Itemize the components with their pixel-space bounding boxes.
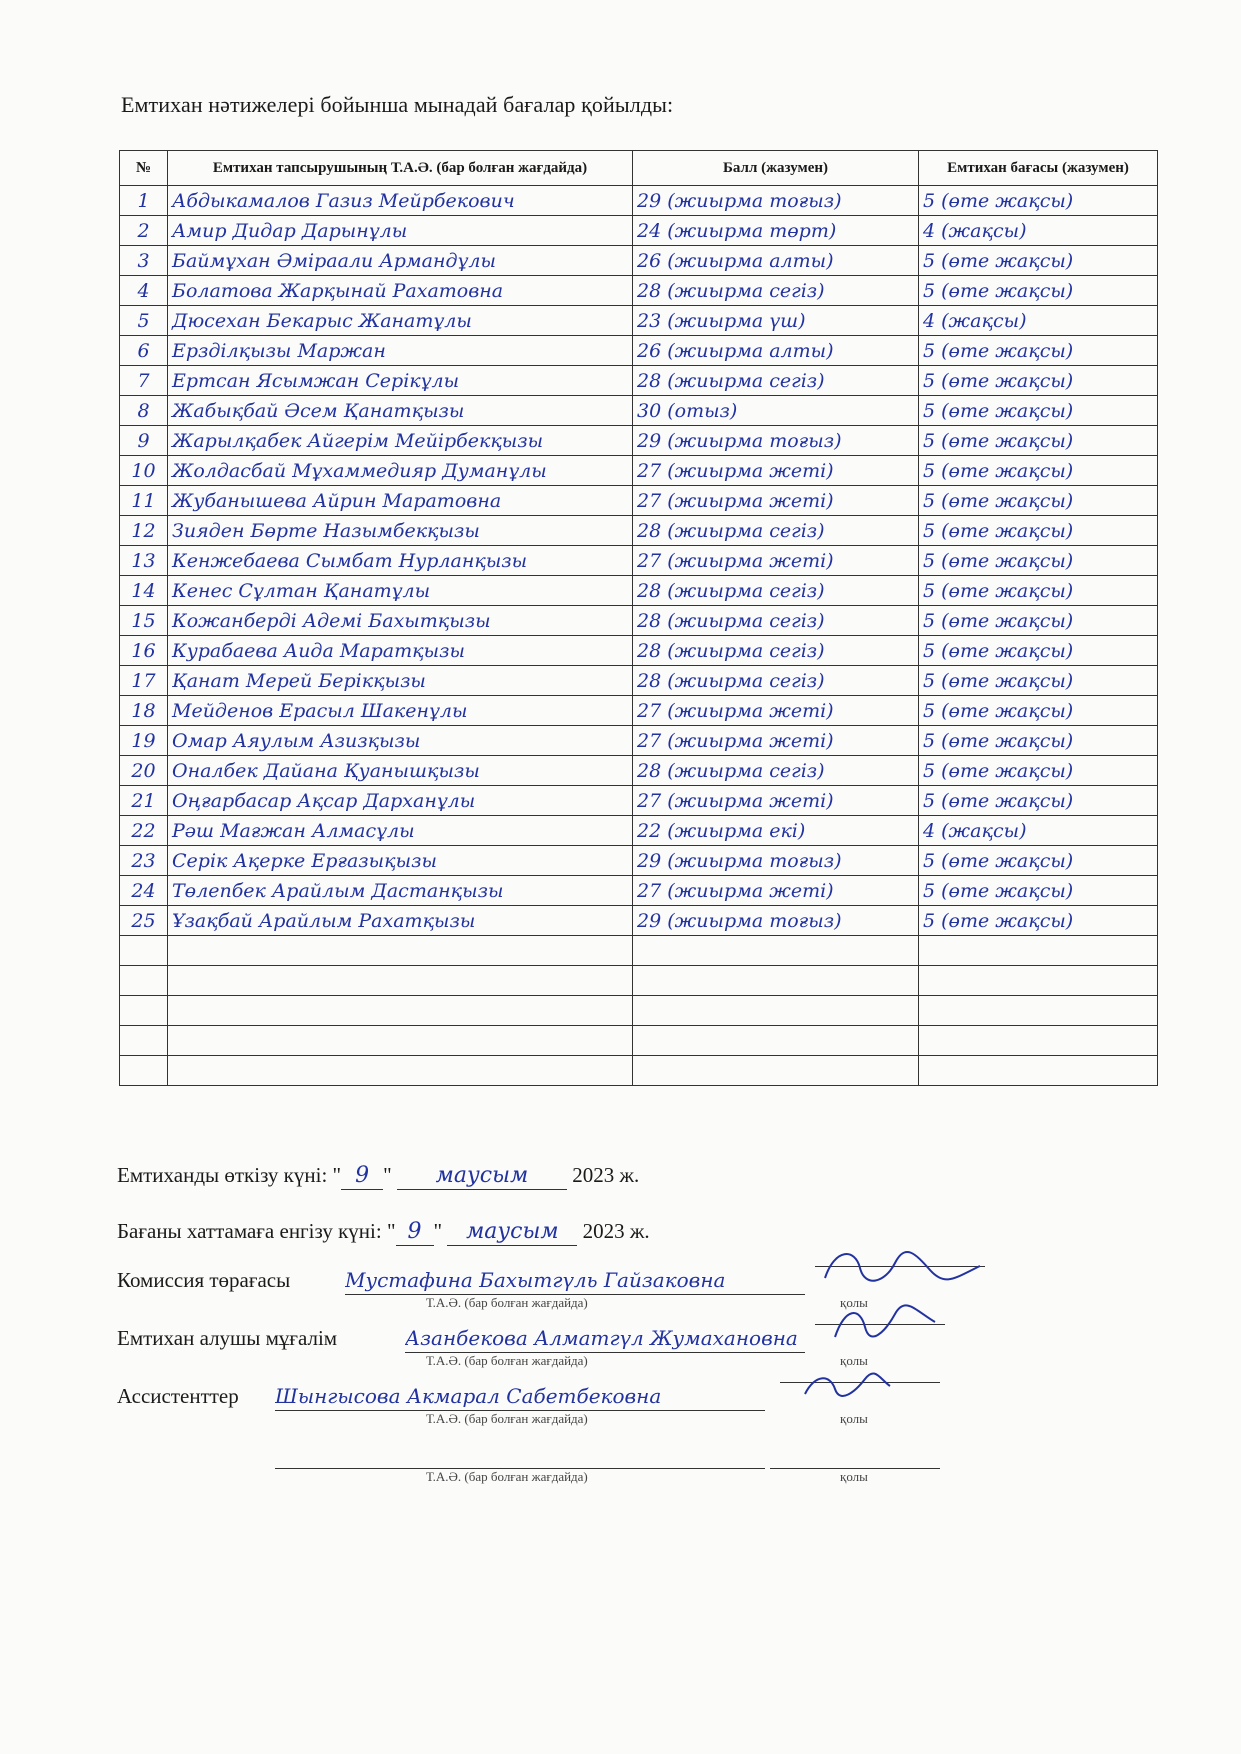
empty-cell: [168, 966, 633, 996]
student-grade: 4 (жақсы): [919, 816, 1158, 846]
student-grade: 5 (өте жақсы): [919, 516, 1158, 546]
row-number: 15: [120, 606, 168, 636]
empty-cell: [120, 936, 168, 966]
table-row: [120, 906, 1158, 936]
row-number: 17: [120, 666, 168, 696]
student-score: 27 (жиырма жеті): [633, 786, 919, 816]
student-grade: 5 (өте жақсы): [919, 696, 1158, 726]
table-row: [120, 666, 1158, 696]
table-row: [120, 786, 1158, 816]
student-grade: 5 (өте жақсы): [919, 396, 1158, 426]
student-score: 27 (жиырма жеті): [633, 486, 919, 516]
table-row: [120, 576, 1158, 606]
student-score: 27 (жиырма жеті): [633, 876, 919, 906]
teacher-name: Азанбекова Алматгүл Жумахановна: [405, 1324, 805, 1353]
row-number: 10: [120, 456, 168, 486]
signature-scribble-icon: [815, 1248, 985, 1288]
table-row: [120, 306, 1158, 336]
row-number: 11: [120, 486, 168, 516]
table-row: [120, 696, 1158, 726]
student-grade: 4 (жақсы): [919, 306, 1158, 336]
table-row: [120, 546, 1158, 576]
student-score: 26 (жиырма алты): [633, 246, 919, 276]
table-header-row: [120, 151, 1158, 186]
table-row: [120, 246, 1158, 276]
row-number: 8: [120, 396, 168, 426]
student-grade: 5 (өте жақсы): [919, 756, 1158, 786]
row-number: 7: [120, 366, 168, 396]
table-row: [120, 516, 1158, 546]
student-grade: 5 (өте жақсы): [919, 276, 1158, 306]
student-score: 28 (жиырма сегіз): [633, 666, 919, 696]
exam-date-line: Емтиханды өткізу күні: " 9 " маусым 2023 ж.: [117, 1163, 640, 1188]
assistants-name: Шынгысова Акмарал Сабетбековна: [275, 1382, 765, 1411]
student-grade: 5 (өте жақсы): [919, 876, 1158, 906]
student-grade: 5 (өте жақсы): [919, 606, 1158, 636]
table-row: [120, 426, 1158, 456]
student-score: 28 (жиырма сегіз): [633, 606, 919, 636]
student-score: 29 (жиырма тоғыз): [633, 426, 919, 456]
empty-cell: [633, 936, 919, 966]
student-score: 28 (жиырма сегіз): [633, 576, 919, 606]
student-name: Рәш Мағжан Алмасұлы: [168, 816, 633, 846]
empty-table-row: [120, 966, 1158, 996]
student-name: Ерзділқызы Маржан: [168, 336, 633, 366]
student-grade: 5 (өте жақсы): [919, 426, 1158, 456]
exam-date-day: 9: [341, 1163, 383, 1190]
record-date-line: Бағаны хаттамаға енгізу күні: " 9 " маусым 2023 ж.: [117, 1219, 650, 1244]
teacher-label: Емтихан алушы мұғалім: [117, 1326, 338, 1350]
student-score: 26 (жиырма алты): [633, 336, 919, 366]
table-row: [120, 756, 1158, 786]
signature-scribble-icon: [815, 1302, 945, 1342]
header-score: Балл (жазумен): [633, 151, 919, 186]
student-name: Мейденов Ерасыл Шакенұлы: [168, 696, 633, 726]
student-name: Ұзақбай Арайлым Рахатқызы: [168, 906, 633, 936]
student-grade: 5 (өте жақсы): [919, 786, 1158, 816]
empty-cell: [120, 1026, 168, 1056]
empty-cell: [919, 1026, 1158, 1056]
student-name: Амир Дидар Дарынұлы: [168, 216, 633, 246]
table-row: [120, 276, 1158, 306]
student-score: 30 (отыз): [633, 396, 919, 426]
empty-cell: [919, 936, 1158, 966]
teacher-signature: [815, 1324, 945, 1325]
student-grade: 5 (өте жақсы): [919, 186, 1158, 216]
row-number: 1: [120, 186, 168, 216]
student-grade: 5 (өте жақсы): [919, 456, 1158, 486]
row-number: 3: [120, 246, 168, 276]
student-score: 29 (жиырма тоғыз): [633, 906, 919, 936]
row-number: 19: [120, 726, 168, 756]
assistants-label: Ассистенттер: [117, 1384, 239, 1408]
extra-name-line: [275, 1440, 765, 1469]
empty-table-row: [120, 1056, 1158, 1086]
student-grade: 5 (өте жақсы): [919, 546, 1158, 576]
student-name: Болатова Жарқынай Рахатовна: [168, 276, 633, 306]
header-name: Емтихан тапсырушының Т.А.Ә. (бар болған жағдайда): [168, 151, 633, 186]
assistants-signature: [780, 1382, 940, 1383]
student-grade: 5 (өте жақсы): [919, 636, 1158, 666]
row-number: 2: [120, 216, 168, 246]
student-score: 27 (жиырма жеті): [633, 726, 919, 756]
student-grade: 5 (өте жақсы): [919, 576, 1158, 606]
record-date-day: 9: [396, 1219, 434, 1246]
student-score: 28 (жиырма сегіз): [633, 516, 919, 546]
row-number: 13: [120, 546, 168, 576]
table-row: [120, 876, 1158, 906]
header-grade: Емтихан бағасы (жазумен): [919, 151, 1158, 186]
record-date-month: маусым: [447, 1219, 577, 1246]
student-score: 27 (жиырма жеті): [633, 696, 919, 726]
table-row: [120, 456, 1158, 486]
student-name: Қанат Мерей Берікқызы: [168, 666, 633, 696]
assistants-name-caption: Т.А.Ә. (бар болған жағдайда): [426, 1411, 588, 1426]
row-number: 16: [120, 636, 168, 666]
student-grade: 5 (өте жақсы): [919, 366, 1158, 396]
student-name: Кенжебаева Сымбат Нурланқызы: [168, 546, 633, 576]
empty-cell: [168, 1056, 633, 1086]
empty-cell: [633, 996, 919, 1026]
table-row: [120, 816, 1158, 846]
header-num: №: [120, 151, 168, 186]
empty-cell: [633, 1056, 919, 1086]
chair-signature: [815, 1266, 985, 1267]
student-name: Баймұхан Әміраали Армандұлы: [168, 246, 633, 276]
row-number: 6: [120, 336, 168, 366]
exam-date-label: Емтиханды өткізу күні: ": [117, 1163, 342, 1187]
row-number: 9: [120, 426, 168, 456]
chair-name: Мустафина Бахытгүль Гайзаковна: [345, 1266, 805, 1295]
chair-name-caption: Т.А.Ә. (бар болған жағдайда): [426, 1295, 588, 1310]
student-score: 24 (жиырма төрт): [633, 216, 919, 246]
student-score: 28 (жиырма сегіз): [633, 756, 919, 786]
empty-table-row: [120, 996, 1158, 1026]
student-grade: 4 (жақсы): [919, 216, 1158, 246]
student-name: Абдыкамалов Газиз Мейрбекович: [168, 186, 633, 216]
student-name: Серік Ақерке Ерғазықызы: [168, 846, 633, 876]
table-row: [120, 366, 1158, 396]
student-score: 28 (жиырма сегіз): [633, 636, 919, 666]
table-body: [120, 186, 1158, 1086]
student-score: 29 (жиырма тоғыз): [633, 846, 919, 876]
row-number: 12: [120, 516, 168, 546]
student-name: Омар Аяулым Азизқызы: [168, 726, 633, 756]
student-score: 29 (жиырма тоғыз): [633, 186, 919, 216]
row-number: 22: [120, 816, 168, 846]
student-score: 23 (жиырма үш): [633, 306, 919, 336]
student-grade: 5 (өте жақсы): [919, 666, 1158, 696]
table-row: [120, 726, 1158, 756]
student-name: Жолдасбай Мұхаммедияр Думанұлы: [168, 456, 633, 486]
empty-cell: [120, 996, 168, 1026]
assistants-sign-caption: қолы: [840, 1411, 868, 1426]
empty-cell: [168, 1026, 633, 1056]
student-score: 28 (жиырма сегіз): [633, 366, 919, 396]
row-number: 23: [120, 846, 168, 876]
empty-cell: [168, 996, 633, 1026]
student-name: Жубанышева Айрин Маратовна: [168, 486, 633, 516]
student-name: Жарылқабек Айгерім Мейірбекқызы: [168, 426, 633, 456]
student-name: Дюсехан Бекарыс Жанатұлы: [168, 306, 633, 336]
student-grade: 5 (өте жақсы): [919, 906, 1158, 936]
extra-name-caption: Т.А.Ә. (бар болған жағдайда): [426, 1469, 588, 1484]
row-number: 25: [120, 906, 168, 936]
empty-table-row: [120, 1026, 1158, 1056]
exam-date-month: маусым: [397, 1163, 567, 1190]
teacher-name-caption: Т.А.Ә. (бар болған жағдайда): [426, 1353, 588, 1368]
empty-cell: [633, 1026, 919, 1056]
student-name: Кенес Сұлтан Қанатұлы: [168, 576, 633, 606]
student-name: Зияден Бөрте Назымбекқызы: [168, 516, 633, 546]
signature-scribble-icon: [780, 1364, 940, 1404]
student-score: 27 (жиырма жеті): [633, 456, 919, 486]
table-row: [120, 216, 1158, 246]
empty-cell: [919, 1056, 1158, 1086]
student-name: Курабаева Аида Маратқызы: [168, 636, 633, 666]
record-date-year: 2023 ж.: [582, 1219, 650, 1243]
empty-cell: [120, 966, 168, 996]
student-grade: 5 (өте жақсы): [919, 846, 1158, 876]
student-name: Оналбек Дайана Қуанышқызы: [168, 756, 633, 786]
table-row: [120, 846, 1158, 876]
row-number: 24: [120, 876, 168, 906]
student-grade: 5 (өте жақсы): [919, 246, 1158, 276]
student-name: Оңғарбасар Ақсар Дарханұлы: [168, 786, 633, 816]
empty-cell: [633, 966, 919, 996]
empty-cell: [919, 966, 1158, 996]
table-row: [120, 636, 1158, 666]
grades-table: [119, 150, 1158, 1086]
row-number: 18: [120, 696, 168, 726]
row-number: 5: [120, 306, 168, 336]
table-row: [120, 486, 1158, 516]
intro-text: Емтихан нәтижелері бойынша мынадай бағалар қойылды:: [121, 92, 674, 117]
student-score: 22 (жиырма екі): [633, 816, 919, 846]
table-row: [120, 336, 1158, 366]
record-date-label: Бағаны хаттамаға енгізу күні: ": [117, 1219, 396, 1243]
chair-sign-caption: қолы: [840, 1295, 868, 1310]
student-name: Төлепбек Арайлым Дастанқызы: [168, 876, 633, 906]
row-number: 21: [120, 786, 168, 816]
student-score: 28 (жиырма сегіз): [633, 276, 919, 306]
student-grade: 5 (өте жақсы): [919, 336, 1158, 366]
empty-table-row: [120, 936, 1158, 966]
student-name: Кожанберді Адемі Бахытқызы: [168, 606, 633, 636]
empty-cell: [168, 936, 633, 966]
table-row: [120, 396, 1158, 426]
exam-date-year: 2023 ж.: [572, 1163, 640, 1187]
row-number: 14: [120, 576, 168, 606]
table-row: [120, 186, 1158, 216]
student-score: 27 (жиырма жеті): [633, 546, 919, 576]
empty-cell: [919, 996, 1158, 1026]
extra-signature-line: [770, 1440, 940, 1469]
student-grade: 5 (өте жақсы): [919, 726, 1158, 756]
row-number: 4: [120, 276, 168, 306]
student-name: Ертсан Ясымжан Серікұлы: [168, 366, 633, 396]
row-number: 20: [120, 756, 168, 786]
teacher-sign-caption: қолы: [840, 1353, 868, 1368]
extra-sign-caption: қолы: [840, 1469, 868, 1484]
student-name: Жабықбай Әсем Қанатқызы: [168, 396, 633, 426]
student-grade: 5 (өте жақсы): [919, 486, 1158, 516]
empty-cell: [120, 1056, 168, 1086]
table-row: [120, 606, 1158, 636]
chair-label: Комиссия төрағасы: [117, 1268, 291, 1292]
